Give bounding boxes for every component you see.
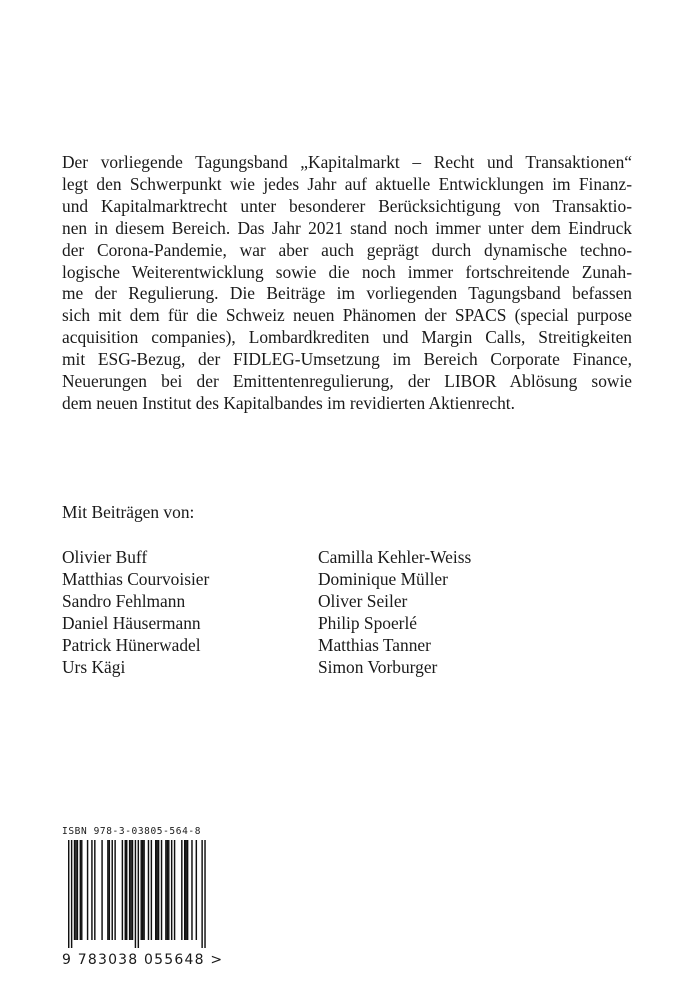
barcode-bar xyxy=(135,840,136,948)
blurb-line: acquisition companies), Lombardkrediten und Margin Calls, Streitigkeiten xyxy=(62,327,632,348)
barcode-bar xyxy=(77,840,78,940)
barcode-bar xyxy=(148,840,149,940)
contributor-name: Daniel Häusermann xyxy=(62,612,201,633)
barcode-bar xyxy=(143,840,144,940)
barcode-bar xyxy=(167,840,168,940)
contributor-name: Camilla Kehler-Weiss xyxy=(318,547,472,567)
barcode-bar xyxy=(75,840,76,940)
contributor-name: Sandro Fehlmann xyxy=(62,590,186,611)
contributor-name: Philip Spoerlé xyxy=(318,612,418,633)
barcode-bar xyxy=(142,840,143,940)
barcode-bar xyxy=(138,840,139,948)
contributor-name: Patrick Hünerwadel xyxy=(62,634,201,655)
barcode-bar xyxy=(151,840,152,940)
blurb-line: logische Weiterentwicklung sowie die noch immer fortschreitende Zunah- xyxy=(62,261,632,282)
barcode-bar xyxy=(204,840,205,948)
barcode-bar xyxy=(130,840,131,940)
contributor-name: Olivier Buff xyxy=(62,547,148,567)
barcode-bar xyxy=(171,840,172,940)
barcode-bar xyxy=(141,840,142,940)
barcode-bar xyxy=(122,840,123,940)
barcode-bar xyxy=(129,840,130,940)
barcode-bar xyxy=(185,840,186,940)
contributors-list-right xyxy=(318,547,471,678)
barcode-bar xyxy=(74,840,75,940)
barcode-bar xyxy=(191,840,192,940)
blurb-line: Der vorliegende Tagungsband „Kapitalmarkt – Recht und Transaktionen“ xyxy=(62,152,632,172)
barcode-bar xyxy=(80,840,81,940)
blurb-line: me der Regulierung. Die Beiträge im vorliegenden Tagungsband befassen xyxy=(62,283,632,304)
contributor-name: Oliver Seiler xyxy=(318,590,408,611)
barcode-bar xyxy=(184,840,185,940)
barcode-bar xyxy=(132,840,133,940)
barcode-bar xyxy=(165,840,166,940)
barcode-bar xyxy=(91,840,92,940)
barcode-bar xyxy=(81,840,82,940)
barcode-bar xyxy=(125,840,126,940)
isbn-barcode xyxy=(62,826,224,968)
barcode-bar xyxy=(112,840,113,940)
isbn-label: ISBN 978-3-03805-564-8 xyxy=(62,826,202,837)
blurb-line: mit ESG-Bezug, der FIDLEG-Umsetzung im Bereich Corporate Finance, xyxy=(62,349,632,370)
contributors-heading: Mit Beiträgen von: xyxy=(62,502,195,522)
contributor-name: Urs Kägi xyxy=(62,656,126,677)
barcode-bar xyxy=(174,840,175,940)
contributor-name: Matthias Tanner xyxy=(318,634,431,655)
barcode-bar xyxy=(126,840,127,940)
barcode-bar xyxy=(68,840,69,948)
barcode-bar xyxy=(156,840,157,940)
blurb-line: nen in diesem Bereich. Das Jahr 2021 stand noch immer unter dem Eindruck xyxy=(62,217,632,238)
barcode-bar xyxy=(114,840,115,940)
barcode-bar xyxy=(187,840,188,940)
blurb-line: dem neuen Institut des Kapitalbandes im revidierten Aktienrecht. xyxy=(62,392,515,413)
contributors-list-left xyxy=(62,547,209,678)
barcode-bar xyxy=(181,840,182,940)
barcode-bar xyxy=(155,840,156,940)
barcode-bar xyxy=(158,840,159,940)
contributor-name: Simon Vorburger xyxy=(318,656,438,677)
barcode-bars xyxy=(62,840,212,950)
blurb-line: sich mit dem für die Schweiz neuen Phänomen der SPACS (special purpose xyxy=(62,305,632,326)
barcode-bar xyxy=(196,840,197,940)
contributor-name: Dominique Müller xyxy=(318,568,448,589)
barcode-bar xyxy=(168,840,169,940)
barcode-bar xyxy=(71,840,72,948)
barcode-bar xyxy=(87,840,88,940)
blurb-line: Neuerungen bei der Emittentenregulierung, der LIBOR Ablösung sowie xyxy=(62,371,632,392)
barcode-bar xyxy=(109,840,110,940)
blurb-line: legt den Schwerpunkt wie jedes Jahr auf aktuelle Entwicklungen im Finanz- xyxy=(62,173,632,194)
blurb-line: und Kapitalmarktrecht unter besonderer Berücksichtigung von Transaktio- xyxy=(62,195,632,216)
blurb-line: der Corona-Pandemie, war aber auch geprägt durch dynamische techno- xyxy=(62,239,632,260)
barcode-bar xyxy=(161,840,162,940)
blurb-text xyxy=(62,152,632,415)
barcode-bar xyxy=(94,840,95,940)
barcode-digits: 9 783038 055648 > xyxy=(62,952,224,968)
barcode-bar xyxy=(107,840,108,940)
barcode-bar xyxy=(101,840,102,940)
contributor-name: Matthias Courvoisier xyxy=(62,568,210,589)
barcode-bar xyxy=(201,840,202,948)
